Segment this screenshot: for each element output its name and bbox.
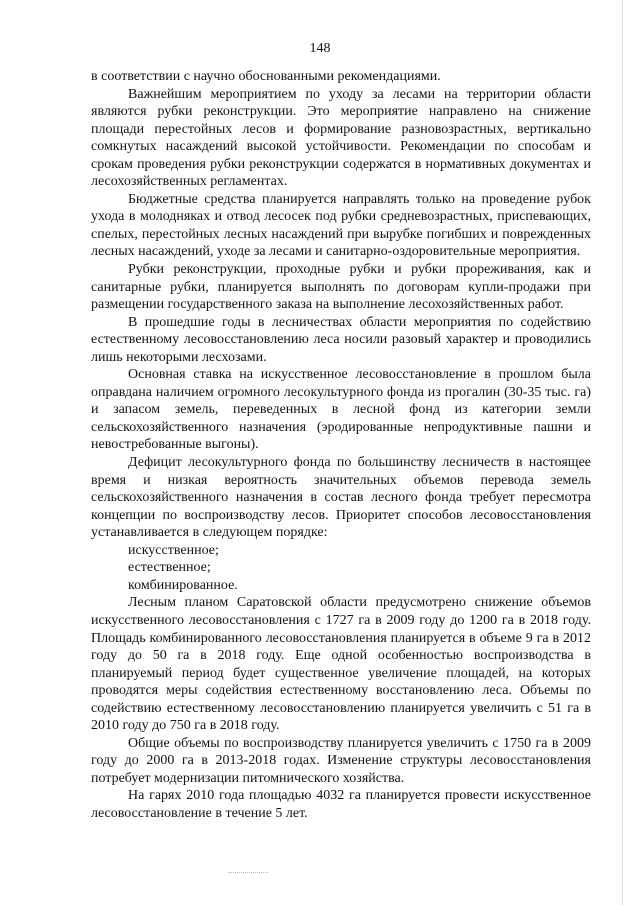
page-number: 148: [309, 41, 331, 56]
paragraph: Лесным планом Саратовской области предусмотрено снижение объемов искусственного лесовосстановления с 1727 га в 2009 году до 1200 га в 2018 году. Площадь комбинированного лесовосстановления планируется в объеме 9 га в 2012 году до 50 га в 2018 году. Еще одной особенностью воспроизводства в планируемый период будет существенное увеличение площадей, на которых проводятся меры содействия естественному восстановлению леса. Объемы по содействию естественному лесовосстановлению планируется увеличить с 51 га в 2010 году до 750 га в 2018 году.: [91, 595, 591, 734]
list-item: искусственное;: [128, 542, 219, 558]
paragraph: Основная ставка на искусственное лесовосстановление в прошлом была оправдана наличием огромного лесокультурного фонда из прогалин (30-35 тыс. га) и запасом земель, переведенных в лесной фонд из категории земли сельскохозяйственного назначения (эродированные непродуктивные пашни и невостребованные выгоны).: [91, 367, 591, 453]
paragraph: В прошедшие годы в лесничествах области мероприятия по содействию естественному лесовосстановлению леса носили разовый характер и проводились лишь некоторыми лесхозами.: [91, 314, 591, 365]
list-item: комбинированное.: [128, 577, 238, 593]
scan-artifact: [228, 872, 268, 875]
body-text: [91, 68, 591, 823]
paragraph: Важнейшим мероприятием по уходу за лесами на территории области являются рубки реконструкции. Это мероприятие направлено на снижение площади перестойных лесов и формирование разновозрастных, вертикально сомкнутых насаждений высокой устойчивости. Рекомендации по способам и срокам проведения рубки реконструкции содержатся в нормативных документах и лесохозяйственных регламентах.: [91, 86, 591, 190]
list-item: естественное;: [128, 560, 211, 576]
paragraph: Рубки реконструкции, проходные рубки и рубки прореживания, как и санитарные рубки, планируется выполнять по договорам купли-продажи при размещении государственного заказа на выполнение лесохозяйственных работ.: [91, 262, 591, 313]
paragraph: Общие объемы по воспроизводству планируется увеличить с 1750 га в 2009 году до 2000 га в 2013-2018 годах. Изменение структуры лесовосстановления потребует модернизации питомнического хозяйства.: [91, 735, 591, 786]
scan-edge-line: [622, 0, 623, 905]
paragraph: Бюджетные средства планируется направлять только на проведение рубок ухода в молодняках и отвод лесосек под рубки средневозрастных, приспевающих, спелых, перестойных лесных насаждений при вырубке погибших и поврежденных лесных насаждений, уходе за лесами и санитарно-оздоровительные мероприятия.: [91, 191, 591, 260]
paragraph: в соответствии с научно обоснованными рекомендациями.: [91, 69, 441, 84]
paragraph: Дефицит лесокультурного фонда по большинству лесничеств в настоящее время и низкая вероятность значительных объемов перевода земель сельскохозяйственного назначения в состав лесного фонда требует пересмотра концепции по воспроизводству лесов. Приоритет способов лесовосстановления устанавливается в следующем порядке:: [91, 455, 591, 541]
paragraph: На гарях 2010 года площадью 4032 га планируется провести искусственное лесовосстановление в течение 5 лет.: [91, 788, 591, 821]
